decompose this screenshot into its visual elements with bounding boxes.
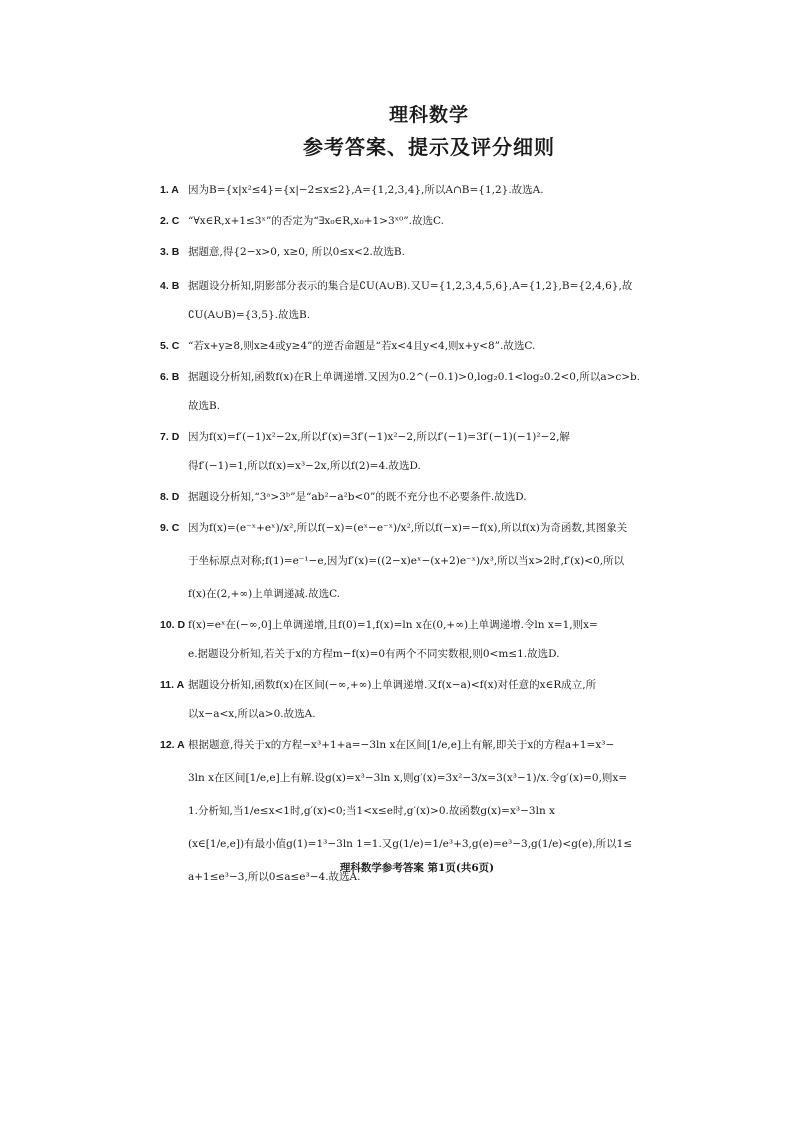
answer-number: 7. D (160, 431, 180, 443)
answer-item-1 (160, 182, 698, 198)
answer-number: 3. B (160, 246, 180, 258)
answer-number: 8. D (160, 491, 180, 503)
answer-line: 于坐标原点对称;f(1)=e⁻¹−e,因为f′(x)=((2−x)eˣ−(x+2)e⁻ˣ)/x³,所以当x>2时,f′(x)<0,所以 (188, 555, 625, 567)
answer-number: 5. C (160, 340, 180, 352)
answer-number: 1. A (160, 184, 179, 196)
answer-item-11 (160, 677, 698, 722)
answer-line: 得f′(−1)=1,所以f(x)=x³−2x,所以f(2)=4.故选D. (188, 460, 421, 472)
answer-item-8 (160, 489, 698, 505)
answer-line: 因为f(x)=f′(−1)x²−2x,所以f′(x)=3f′(−1)x²−2,所以f′(−1)=3f′(−1)(−1)²−2,解 (188, 431, 570, 443)
answer-number: 9. C (160, 522, 180, 534)
answer-item-3 (160, 244, 698, 260)
answer-line: “若x+y≥8,则x≥4或y≥4”的逆否命题是“若x<4且y<4,则x+y<8”.故选C. (188, 340, 536, 352)
answer-item-2 (160, 213, 698, 229)
page-title: 理科数学 (388, 104, 469, 126)
answer-line: 故选B. (188, 400, 221, 412)
answer-item-4 (160, 278, 698, 323)
answer-number: 12. A (160, 739, 185, 751)
answer-line: f(x)=eˣ在(−∞,0]上单调递增,且f(0)=1,f(x)=ln x在(0,+∞)上单调递增.令ln x=1,则x= (188, 619, 598, 631)
answer-item-6 (160, 369, 698, 414)
answer-number: 11. A (160, 679, 185, 691)
answer-line: 据题设分析知,“3ᵃ>3ᵇ”是“ab²−a²b<0”的既不充分也不必要条件.故选D. (188, 491, 527, 503)
answer-line: 因为f(x)=(e⁻ˣ+eˣ)/x²,所以f(−x)=(eˣ−e⁻ˣ)/x²,所以f(−x)=−f(x),所以f(x)为奇函数,其图象关 (188, 522, 628, 534)
page-footer: 理科数学参考答案 第1页(共6页) (339, 862, 495, 874)
answer-line: “∀x∈R,x+1≤3ˣ”的否定为“∃x₀∈R,x₀+1>3ˣ⁰”.故选C. (188, 215, 444, 227)
answer-line: 据题设分析知,函数f(x)在R上单调递增.又因为0.2^(−0.1)>0,log₂0.1<log₂0.2<0,所以a>c>b. (188, 371, 641, 383)
answer-line: 据题设分析知,函数f(x)在区间(−∞,+∞)上单调递增.又f(x−a)<f(x)对任意的x∈R成立,所 (188, 679, 597, 691)
answer-line: ∁U(A∪B)={3,5}.故选B. (188, 309, 311, 321)
answer-line: f(x)在(2,+∞)上单调递减.故选C. (188, 588, 341, 600)
answer-line: 1.分析知,当1/e≤x<1时,g′(x)<0;当1<x≤e时,g′(x)>0.故函数g(x)=x³−3ln x (188, 805, 555, 817)
answer-item-9 (160, 520, 698, 602)
answer-number: 6. B (160, 371, 180, 383)
answer-line: 以x−a<x,所以a>0.故选A. (188, 708, 316, 720)
answer-line: 据题意,得{2−x>0, x≥0, 所以0≤x<2.故选B. (188, 246, 405, 258)
page-subtitle: 参考答案、提示及评分细则 (303, 135, 555, 159)
answer-line: a+1≤e³−3,所以0≤a≤e³−4.故选A. (188, 871, 361, 883)
answer-line: (x∈[1/e,e])有最小值g(1)=1³−3ln 1=1.又g(1/e)=1/e³+3,g(e)=e³−3,g(1/e)<g(e),所以1≤ (188, 838, 633, 850)
answer-line: 因为B={x|x²≤4}={x|−2≤x≤2},A={1,2,3,4},所以A∩B={1,2}.故选A. (188, 184, 544, 196)
answer-line: 3ln x在区间[1/e,e]上有解.设g(x)=x³−3ln x,则g′(x)=3x²−3/x=3(x³−1)/x.令g′(x)=0,则x= (188, 772, 628, 784)
answer-line: e.据题设分析知,若关于x的方程m−f(x)=0有两个不同实数根,则0<m≤1.故选D. (188, 648, 560, 660)
answer-item-10 (160, 617, 698, 662)
answer-number: 10. D (160, 619, 186, 631)
answer-item-7 (160, 429, 698, 474)
answer-item-5 (160, 338, 698, 354)
answer-line: 据题设分析知,阴影部分表示的集合是∁U(A∪B).又U={1,2,3,4,5,6},A={1,2},B={2,4,6},故 (188, 280, 633, 292)
answer-line: 根据题意,得关于x的方程−x³+1+a=−3ln x在区间[1/e,e]上有解,即关于x的方程a+1=x³− (188, 739, 615, 751)
answer-number: 2. C (160, 215, 180, 227)
answer-number: 4. B (160, 280, 180, 292)
